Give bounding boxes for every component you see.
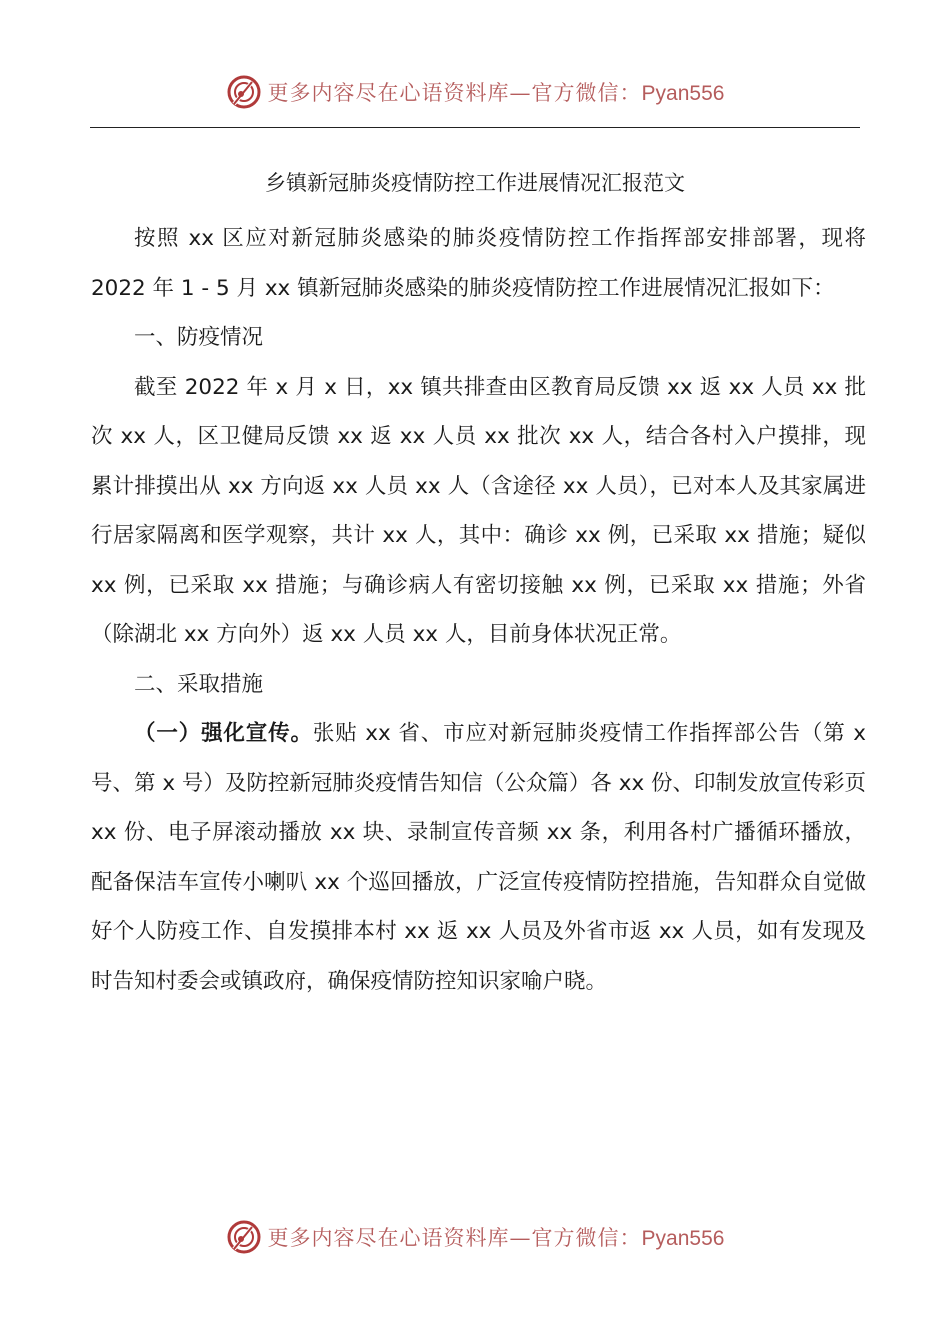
header-rule bbox=[90, 127, 860, 128]
header-watermark bbox=[0, 70, 950, 114]
item1-paragraph bbox=[91, 709, 866, 1006]
header-watermark-text: 更多内容尽在心语资料库—官方微信：Pyan556 bbox=[267, 81, 725, 105]
footer-watermark-id: Pyan556 bbox=[641, 1227, 725, 1250]
intro-paragraph: 按照 xx 区应对新冠肺炎感染的肺炎疫情防控工作指挥部安排部署，现将 2022 年 1 - 5 月 xx 镇新冠肺炎感染的肺炎疫情防控工作进展情况汇报如下： bbox=[91, 226, 866, 301]
footer-watermark-text: 更多内容尽在心语资料库—官方微信：Pyan556 bbox=[267, 1226, 725, 1250]
section2-heading: 二、采取措施 bbox=[134, 671, 264, 697]
header-watermark-id: Pyan556 bbox=[641, 82, 725, 105]
document-title: 乡镇新冠肺炎疫情防控工作进展情况汇报范文 bbox=[265, 171, 685, 195]
section1-paragraph: 截至 2022 年 x 月 x 日，xx 镇共排查由区教育局反馈 xx 返 xx 人员 xx 批次 xx 人，区卫健局反馈 xx 返 xx 人员 xx 批次 xx 人，结合各村入户摸排，现累计排摸出从 xx 方向返 xx 人员 xx 人（含途径 xx 人员），已对本人及其家属进行居家隔离和医学观察，共计 xx 人，其中：确诊 xx 例，已采取 xx 措施；疑似 xx 例，已采取 xx 措施；与确诊病人有密切接触 xx 例，已采取 xx 措施；外省（除湖北 xx 方向外）返 xx 人员 xx 人，目前身体状况正常。 bbox=[91, 374, 866, 647]
section1-heading: 一、防疫情况 bbox=[134, 325, 264, 350]
document-body bbox=[91, 214, 866, 1006]
brand-logo-icon bbox=[226, 74, 262, 110]
item1-body: 张贴 xx 省、市应对新冠肺炎疫情工作指挥部公告（第 x 号、第 x 号）及防控新冠肺炎疫情告知信（公众篇）各 xx 份、印制发放宣传彩页 xx 份、电子屏滚动播放 xx 块、录制宣传音频 xx 条，利用各村广播循环播放，配备保洁车宣传小喇叭 xx 个巡回播放，广泛宣传疫情防控措施，告知群众自觉做好个人防疫工作、自发摸排本村 xx 返 xx 人员及外省市返 xx 人员，如有发现及时告知村委会或镇政府，确保疫情防控知识家喻户晓。 bbox=[91, 721, 867, 994]
brand-logo-icon bbox=[226, 1219, 262, 1255]
item1-label: （一）强化宣传。 bbox=[134, 721, 313, 746]
footer-watermark bbox=[0, 1215, 950, 1259]
